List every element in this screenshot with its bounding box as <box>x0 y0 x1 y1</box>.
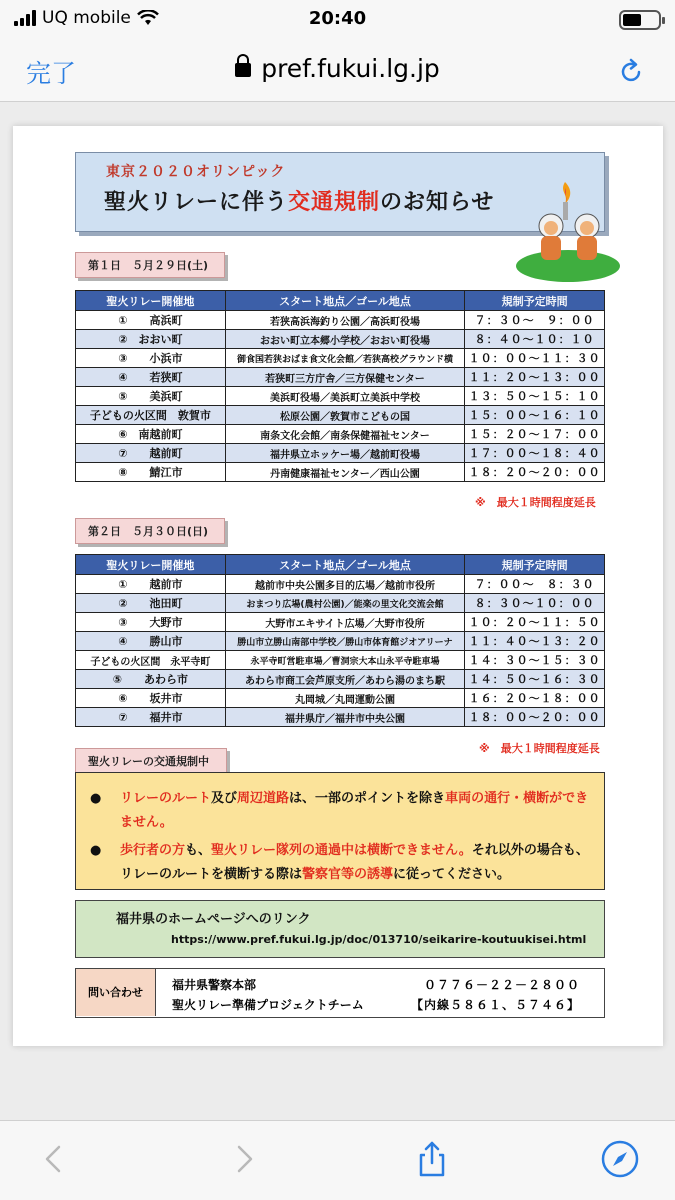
mascot-illustration <box>513 174 623 284</box>
header-venue: 聖火リレー開催地 <box>76 555 226 575</box>
status-time: 20:40 <box>308 8 367 29</box>
contact-org: 福井県警察本部 聖火リレー準備プロジェクトチーム <box>172 978 364 1012</box>
compass-icon[interactable] <box>600 1139 640 1179</box>
done-button[interactable]: 完了 <box>26 59 77 88</box>
table-row: ⑤ あわら市 あわら市商工会芦原支所／あわら湯のまち駅 １４：５０～１６：３０ <box>76 670 605 689</box>
table-row: ② おおい町 おおい町立本郷小学校／おおい町役場 ８：４０～１０：１０ <box>76 330 605 349</box>
day1-table <box>75 290 605 482</box>
day1-label: 第１日 ５月２９日(土) <box>75 252 225 278</box>
forward-icon[interactable] <box>224 1139 264 1179</box>
regulation-label: 聖火リレーの交通規制中 <box>75 748 227 774</box>
title-part2: のお知らせ <box>380 190 495 215</box>
table-row: ④ 勝山市 勝山市立勝山南部中学校／勝山市体育館ジオアリーナ １１：４０～１３：２０ <box>76 632 605 651</box>
table-row: ⑥ 坂井市 丸岡城／丸岡運動公園 １６：２０～１８：００ <box>76 689 605 708</box>
regulation-point-1: ● リレーのルート及び周辺道路は、一部のポイントを除き車両の通行・横断ができません。 <box>90 791 589 830</box>
contact-phone: ０７７６－２２－２８００ 【内線５８６１、５７４６】 <box>410 978 580 1012</box>
table-row: ① 高浜町 若狭高浜海釣り公園／高浜町役場 ７：３０～ ９：００ <box>76 311 605 330</box>
table-row: ① 越前市 越前市中央公園多目的広場／越前市役所 ７：００～ ８：３０ <box>76 575 605 594</box>
reload-icon[interactable] <box>617 58 645 86</box>
contact-box <box>75 968 605 1018</box>
homepage-link-box <box>75 900 605 958</box>
day2-table <box>75 554 605 727</box>
table-row: 子どもの火区間 永平寺町 永平寺町営駐車場／曹洞宗大本山永平寺駐車場 １４：３０～１５：３０ <box>76 651 605 670</box>
table-header <box>76 291 605 311</box>
table-row: ⑤ 美浜町 美浜町役場／美浜町立美浜中学校 １３：５０～１５：１０ <box>76 387 605 406</box>
contact-label: 問い合わせ <box>76 969 156 1016</box>
table-row: ⑥ 南越前町 南条文化会館／南条保健福祉センター １５：２０～１７：００ <box>76 425 605 444</box>
status-bar <box>0 0 675 40</box>
lock-icon <box>235 63 251 77</box>
table-row: ⑧ 鯖江市 丹南健康福祉センター／西山公園 １８：２０～２０：００ <box>76 463 605 482</box>
table-header <box>76 555 605 575</box>
header-venue: 聖火リレー開催地 <box>76 291 226 311</box>
carrier-label: UQ mobile <box>42 8 131 28</box>
header-route: スタート地点／ゴール地点 <box>225 555 465 575</box>
table-row: ③ 小浜市 御食国若狭おばま食文化会館／若狭高校グラウンド横 １０：００～１１：３０ <box>76 349 605 368</box>
browser-nav-bar <box>0 40 675 102</box>
battery-icon <box>619 10 661 30</box>
doc-subtitle: 東京２０２０オリンピック <box>106 164 286 180</box>
link-title: 福井県のホームページへのリンク <box>116 912 311 927</box>
title-red: 交通規制 <box>288 190 381 215</box>
table-row: ③ 大野市 大野市エキサイト広場／大野市役所 １０：２０～１１：５０ <box>76 613 605 632</box>
header-route: スタート地点／ゴール地点 <box>225 291 465 311</box>
document-page <box>13 126 663 1046</box>
day2-note: ※ 最大１時間程度延長 <box>479 742 600 755</box>
doc-title <box>104 185 494 216</box>
regulation-box <box>75 772 605 890</box>
day1-note: ※ 最大１時間程度延長 <box>475 496 596 509</box>
header-time: 規制予定時間 <box>465 291 605 311</box>
table-row: 子どもの火区間 敦賀市 松原公園／敦賀市こどもの国 １５：００～１６：１０ <box>76 406 605 425</box>
title-part1: 聖火リレーに伴う <box>104 190 289 215</box>
back-icon[interactable] <box>34 1139 74 1179</box>
table-row: ⑦ 福井市 福井県庁／福井市中央公園 １８：００～２０：００ <box>76 708 605 727</box>
table-row: ② 池田町 おまつり広場(農村公園)／能楽の里文化交流会館 ８：３０～１０：００ <box>76 594 605 613</box>
table-row: ⑦ 越前町 福井県立ホッケー場／越前町役場 １７：００～１８：４０ <box>76 444 605 463</box>
url-text: pref.fukui.lg.jp <box>261 54 440 83</box>
url-display[interactable] <box>0 54 675 83</box>
regulation-point-2: ● 歩行者の方も、聖火リレー隊列の通過中は横断できません。それ以外の場合も、リレーのルートを横断する際は警察官等の誘導に従ってください。 <box>90 843 589 882</box>
header-time: 規制予定時間 <box>465 555 605 575</box>
share-icon[interactable] <box>412 1139 452 1179</box>
day2-label: 第２日 ５月３０日(日) <box>75 518 225 544</box>
browser-toolbar <box>0 1120 675 1200</box>
link-url[interactable]: https://www.pref.fukui.lg.jp/doc/013710/seikarire-koutuukisei.html <box>171 933 587 946</box>
table-row: ④ 若狭町 若狭町三方庁舎／三方保健センター １１：２０～１３：００ <box>76 368 605 387</box>
